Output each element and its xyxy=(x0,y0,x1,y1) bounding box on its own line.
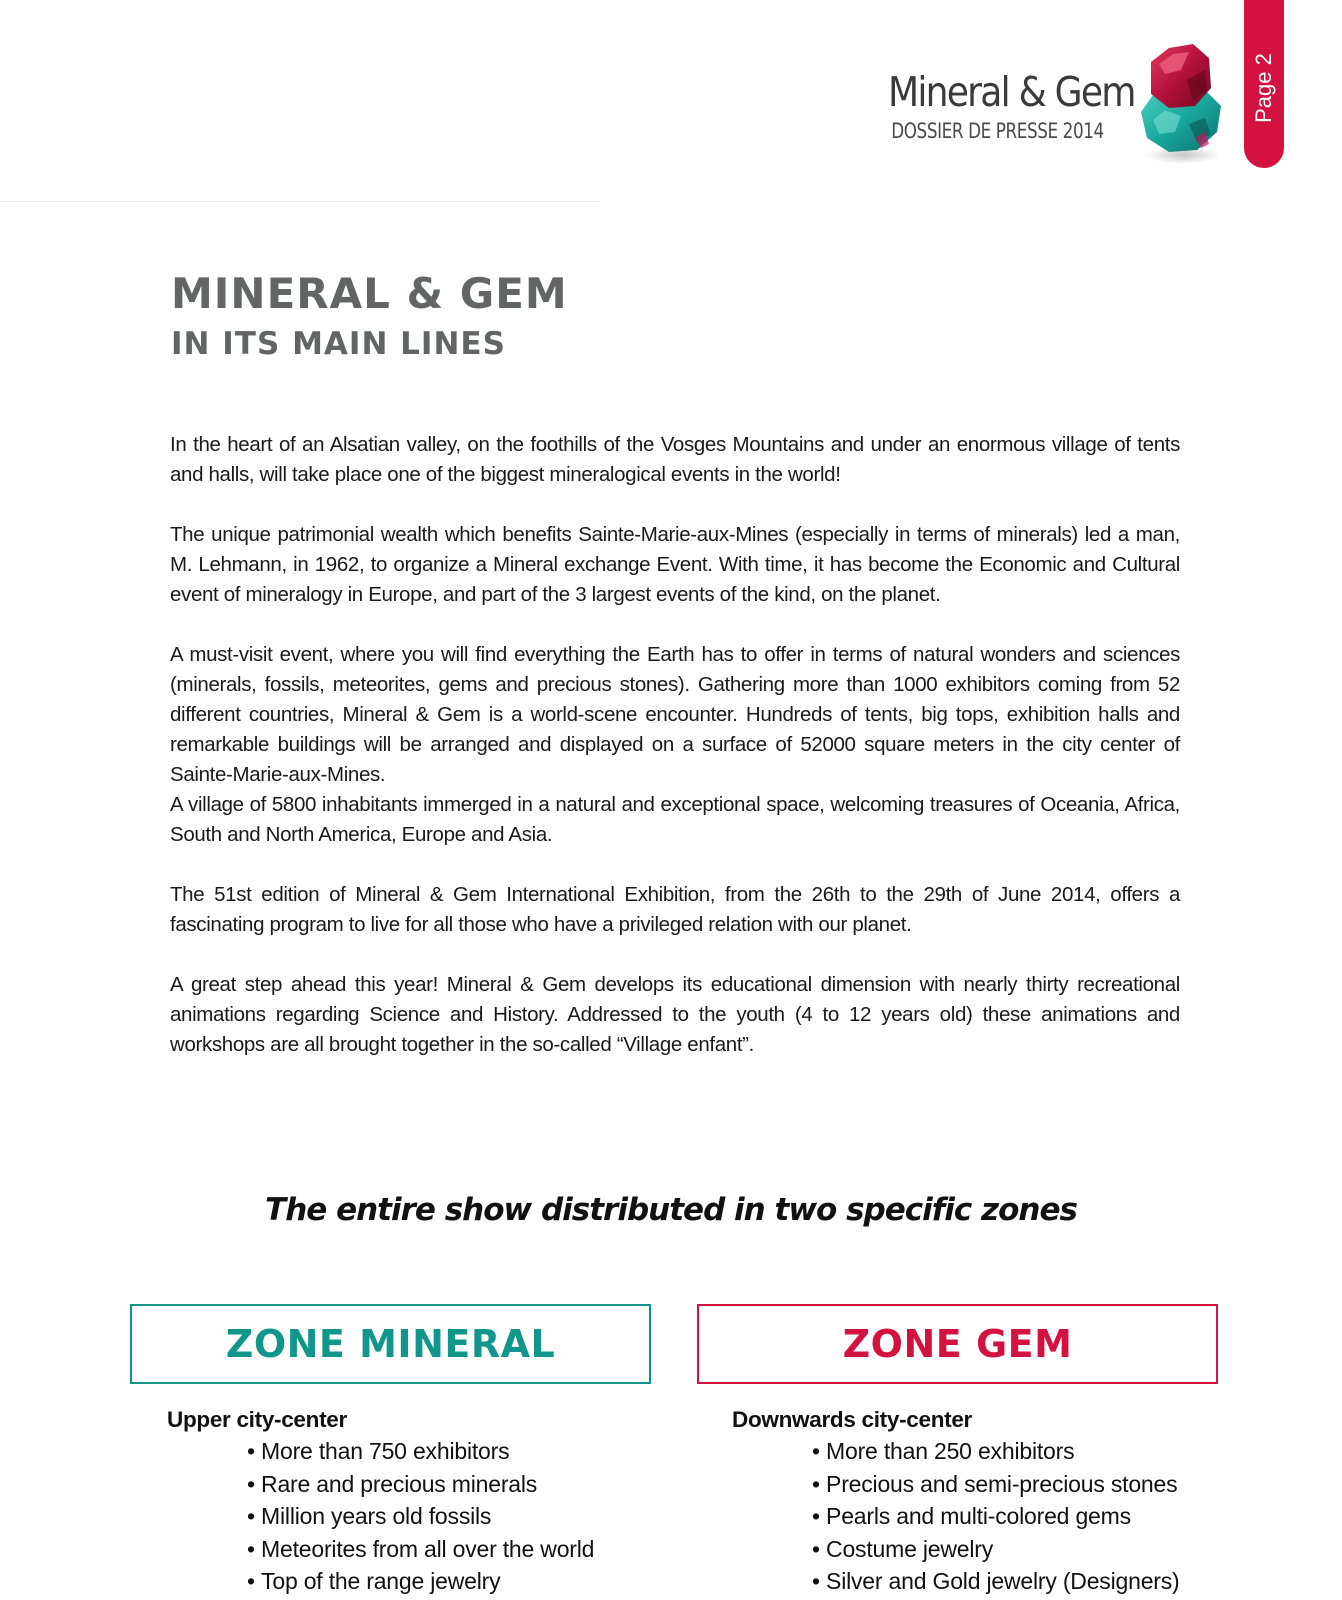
zone-gem-title: ZONE GEM xyxy=(842,1322,1073,1366)
list-item: • Million years old fossils xyxy=(247,1500,767,1533)
paragraph-history: The unique patrimonial wealth which benefits Sainte-Marie-aux-Mines (especially in terms of minerals) led a man, M. Lehmann, in 1962, to organize a Mineral exchange Event. With time, it has become the Economic and Cultural event of mineralogy in Europe, and part of the 3 largest events of the kind, on the planet. xyxy=(170,523,1180,606)
zone-gem-details xyxy=(732,1407,1332,1598)
list-item: • Top of the range jewelry xyxy=(247,1565,767,1598)
paragraph-edition: The 51st edition of Mineral & Gem International Exhibition, from the 26th to the 29th of June 2014, offers a fascinating program to live for all those who have a privileged relation with our planet. xyxy=(170,883,1180,936)
paragraph-intro: In the heart of an Alsatian valley, on the foothills of the Vosges Mountains and under an enormous village of tents and halls, will take place one of the biggest mineralogical events in the world! xyxy=(170,433,1180,486)
list-item: • Silver and Gold jewelry (Designers) xyxy=(812,1565,1332,1598)
zone-gem-location: Downwards city-center xyxy=(732,1407,973,1432)
zone-mineral-box xyxy=(130,1304,651,1384)
page-title: MINERAL & GEM xyxy=(171,269,568,318)
list-item: • Pearls and multi-colored gems xyxy=(812,1500,1332,1533)
paragraph-education: A great step ahead this year! Mineral & Gem develops its educational dimension with nearly thirty recreational animations regarding Science and History. Addressed to the youth (4 to 12 years old) these animations and workshops are all brought together in the so-called “Village enfant”. xyxy=(170,973,1180,1056)
zone-mineral-list xyxy=(167,1435,767,1598)
page-label: Page 2 xyxy=(1251,53,1276,123)
zone-mineral-location: Upper city-center xyxy=(167,1407,347,1432)
header-divider xyxy=(0,201,600,202)
list-item: • More than 250 exhibitors xyxy=(812,1435,1332,1468)
paragraph-village: A village of 5800 inhabitants immerged in a natural and exceptional space, welcoming treasures of Oceania, Africa, South and North America, Europe and Asia. xyxy=(170,793,1180,846)
brand-name: Mineral & Gem xyxy=(888,68,1135,116)
brand-subtitle: DOSSIER DE PRESSE 2014 xyxy=(891,119,1104,143)
list-item: • Precious and semi-precious stones xyxy=(812,1468,1332,1501)
list-item: • Costume jewelry xyxy=(812,1533,1332,1566)
page-subtitle: IN ITS MAIN LINES xyxy=(171,326,506,362)
page-tab xyxy=(1244,0,1284,168)
brand-logo xyxy=(888,68,1135,143)
zone-mineral-title: ZONE MINERAL xyxy=(225,1322,556,1366)
zones-heading: The entire show distributed in two specific zones xyxy=(265,1192,1077,1228)
mineral-crystal-icon xyxy=(1135,40,1225,165)
zone-gem-box xyxy=(697,1304,1218,1384)
paragraph-must-visit: A must-visit event, where you will find everything the Earth has to offer in terms of natural wonders and sciences (minerals, fossils, meteorites, gems and precious stones). Gathering more than 1000 exhibitors coming from 52 different countries, Mineral & Gem is a world-scene encounter. Hundreds of tents, big tops, exhibition halls and remarkable buildings will be arranged and displayed on a surface of 52000 square meters in the city center of Sainte-Marie-aux-Mines. xyxy=(170,643,1180,786)
zone-gem-list xyxy=(732,1435,1332,1598)
list-item: • Meteorites from all over the world xyxy=(247,1533,767,1566)
list-item: • Rare and precious minerals xyxy=(247,1468,767,1501)
zone-mineral-details xyxy=(167,1407,767,1598)
article-body xyxy=(170,430,1180,1090)
list-item: • More than 750 exhibitors xyxy=(247,1435,767,1468)
